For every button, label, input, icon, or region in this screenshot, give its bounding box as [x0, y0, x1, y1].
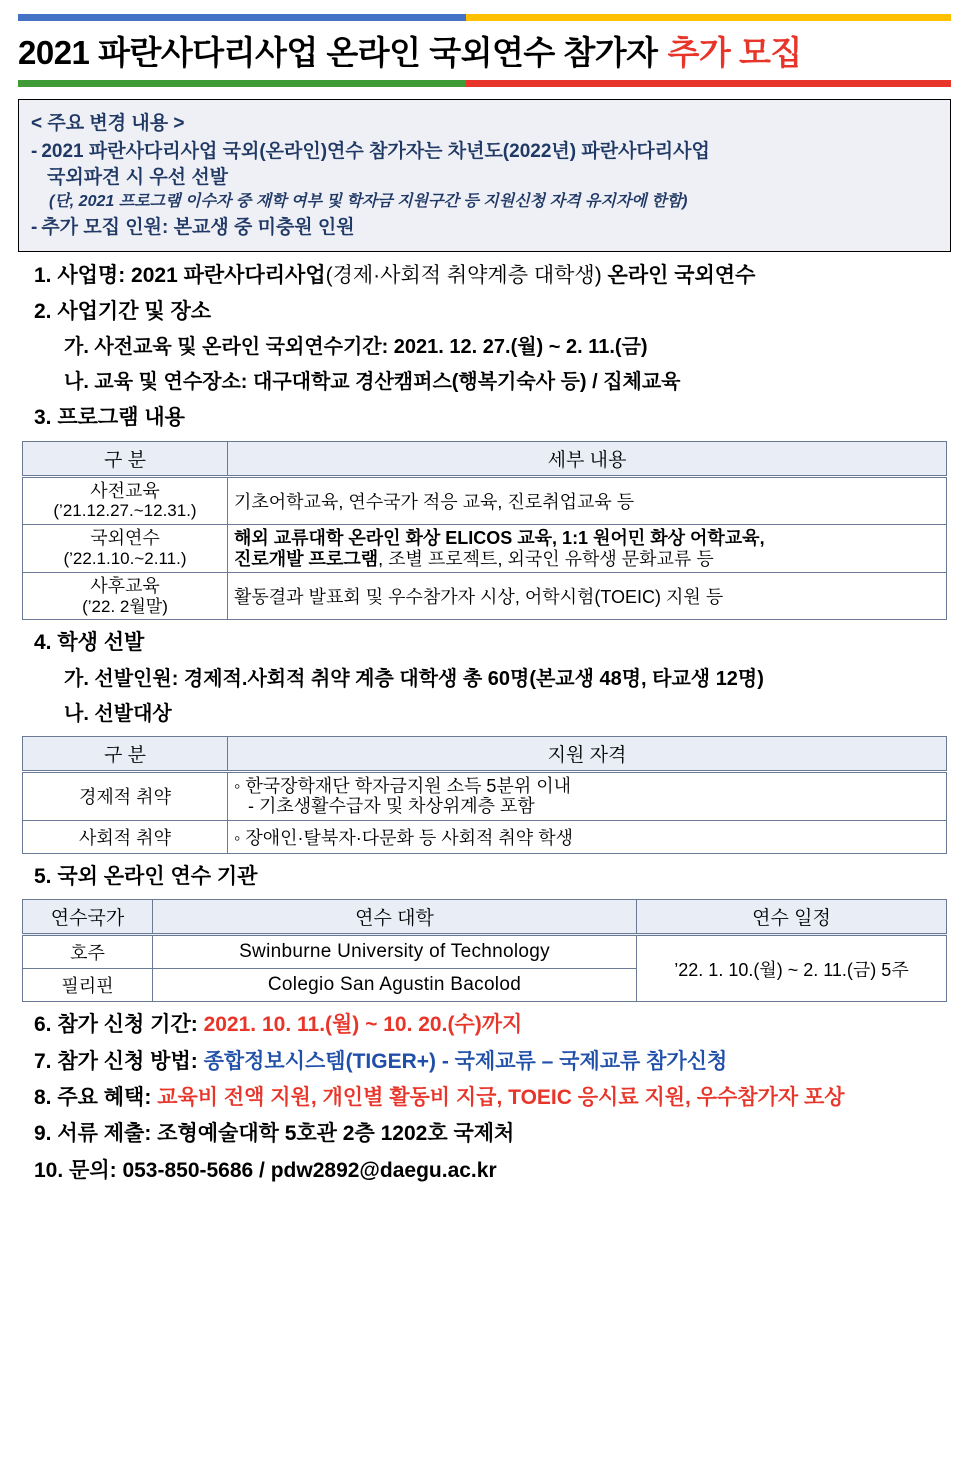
program-row-2-detail-rest: , 조별 프로젝트, 외국인 유학생 문화교류 등: [378, 548, 714, 569]
selection-row-1-qualification: [228, 771, 947, 820]
selection-row-1-division: 경제적 취약: [23, 771, 228, 820]
section-2: 2. 사업기간 및 장소: [34, 300, 212, 324]
section-7-value: 종합정보시스템(TIGER+) - 국제교류 – 국제교류 참가신청: [203, 1049, 728, 1073]
notice-line-2: [31, 215, 938, 241]
program-row-3-division: [23, 573, 228, 620]
bottom-color-bars: [18, 80, 951, 87]
section-6-label: 6. 참가 신청 기간:: [34, 1013, 198, 1037]
program-row-2-detail-bold2: 진로개발 프로그램: [234, 548, 379, 569]
selection-row-1-line2: - 기초생활수급자 및 차상위계층 포함: [248, 796, 535, 817]
notice-line-1: [31, 139, 938, 165]
program-row-1-period: (’21.12.27.~12.31.): [53, 501, 197, 521]
section-10-value: 053-850-5686 / pdw2892@daegu.ac.kr: [122, 1158, 497, 1182]
table-row: [23, 935, 947, 969]
section-3: 3. 프로그램 내용: [34, 406, 185, 430]
table-row: [23, 821, 947, 854]
notice-dash-1: -: [31, 141, 38, 162]
institution-table-header-row: [23, 900, 947, 935]
notice-line-2-text: 추가 모집 인원: 본교생 중 미충원 인원: [41, 217, 355, 239]
program-header-division: 구 분: [23, 441, 228, 476]
institution-header-university: 연수 대학: [153, 900, 637, 935]
page-title-main: 2021 파란사다리사업 온라인 국외연수 참가자: [18, 34, 658, 71]
footer-sections: [22, 1011, 947, 1183]
section-6: [34, 1011, 947, 1038]
section-7-label: 7. 참가 신청 방법:: [34, 1049, 198, 1073]
section-9-label: 9. 서류 제출:: [34, 1122, 152, 1146]
institution-schedule: ’22. 1. 10.(월) ~ 2. 11.(금) 5주: [637, 935, 947, 1002]
section-9-value: 조형예술대학 5호관 2층 1202호 국제처: [157, 1122, 515, 1146]
poster-page: [0, 14, 969, 1463]
institution-row-1-country: 호주: [23, 935, 153, 969]
program-row-1-division: [23, 476, 228, 524]
notice-box: [18, 99, 951, 252]
program-row-2-period: (’22.1.10.~2.11.): [63, 549, 187, 569]
section-9: [34, 1120, 947, 1147]
section-6-value: 2021. 10. 11.(월) ~ 10. 20.(수)까지: [203, 1013, 523, 1037]
section-1-bold-1: 2021 파란사다리사업: [131, 263, 326, 287]
page-title: [18, 27, 951, 74]
section-8-value: 교육비 전액 지원, 개인별 활동비 지급, TOEIC 응시료 지원, 우수참가자 포상: [157, 1086, 845, 1110]
section-1-bold-2: 온라인 국외연수: [607, 263, 756, 287]
notice-line-1-text: 2021 파란사다리사업 국외(온라인)연수 참가자는 차년도(2022년) 파란사다리사업: [41, 141, 710, 162]
section-10: [34, 1157, 947, 1184]
program-row-2-division-name: 국외연수: [90, 528, 160, 549]
institution-row-2-university: Colegio San Agustin Bacolod: [153, 969, 637, 1002]
bottom-bar-red: [466, 80, 951, 87]
program-row-3-detail: 활동결과 발표회 및 우수참가자 시상, 어학시험(TOEIC) 지원 등: [228, 573, 947, 620]
top-bar-yellow: [466, 14, 951, 21]
section-7: [34, 1048, 947, 1075]
program-row-1-division-name: 사전교육: [90, 480, 160, 501]
section-8: [34, 1084, 947, 1111]
program-row-1-detail: 기초어학교육, 연수국가 적응 교육, 진로취업교육 등: [228, 476, 947, 524]
notice-subnote: (단, 2021 프로그램 이수자 중 재학 여부 및 학자금 지원구간 등 지원신청 자격 유지자에 한함): [49, 193, 688, 211]
table-row: [23, 524, 947, 572]
institution-header-country: 연수국가: [23, 900, 153, 935]
selection-row-2-qualification: ◦ 장애인·탈북자·다문화 등 사회적 취약 학생: [228, 821, 947, 854]
selection-row-1-line1: ◦ 한국장학재단 학자금지원 소득 5분위 이내: [234, 775, 571, 796]
notice-line-1-cont: 국외파견 시 우선 선발: [47, 166, 229, 188]
section-2-a: 가. 사전교육 및 온라인 국외연수기간: 2021. 12. 27.(월) ~ 2. 11.(금): [64, 336, 648, 359]
notice-dash-2: -: [31, 217, 38, 239]
notice-title: < 주요 변경 내용 >: [31, 113, 185, 134]
institution-header-schedule: 연수 일정: [637, 900, 947, 935]
program-header-detail: 세부 내용: [228, 441, 947, 476]
selection-header-qualification: 지원 자격: [228, 736, 947, 771]
section-10-label: 10. 문의:: [34, 1158, 117, 1182]
section-2-b: 나. 교육 및 연수장소: 대구대학교 경산캠퍼스(행복기숙사 등) / 집체교육: [64, 371, 681, 394]
section-4-a: 가. 선발인원: 경제적.사회적 취약 계층 대학생 총 60명(본교생 48명, 타교생 12명): [64, 667, 764, 690]
section-4-b: 나. 선발대상: [64, 702, 172, 725]
section-8-label: 8. 주요 혜택:: [34, 1086, 152, 1110]
program-row-3-period: (’22. 2월말): [82, 596, 168, 616]
selection-table-header-row: [23, 736, 947, 771]
table-row: [23, 476, 947, 524]
program-row-2-detail: [228, 524, 947, 572]
selection-row-2-division: 사회적 취약: [23, 821, 228, 854]
institution-row-1-university: Swinburne University of Technology: [153, 935, 637, 969]
program-row-2-detail-line2: [234, 549, 940, 570]
section-1: [34, 262, 947, 289]
program-row-3-division-name: 사후교육: [90, 576, 160, 597]
top-bar-blue: [18, 14, 466, 21]
selection-header-division: 구 분: [23, 736, 228, 771]
top-color-bars: [18, 14, 951, 21]
bottom-bar-green: [18, 80, 466, 87]
section-4: 4. 학생 선발: [34, 631, 145, 655]
page-title-accent: 추가 모집: [667, 34, 802, 71]
institution-table: [22, 899, 947, 1002]
program-row-2-detail-line1: 해외 교류대학 온라인 화상 ELICOS 교육, 1:1 원어민 화상 어학교육,: [234, 527, 765, 548]
program-table-header-row: [23, 441, 947, 476]
program-row-2-division: [23, 524, 228, 572]
table-row: [23, 573, 947, 620]
section-5: 5. 국외 온라인 연수 기관: [34, 865, 258, 889]
table-row: [23, 771, 947, 820]
selection-table: [22, 736, 947, 854]
section-1-label: 1. 사업명:: [34, 263, 126, 287]
institution-row-2-country: 필리핀: [23, 969, 153, 1002]
program-table: [22, 441, 947, 621]
section-1-normal: (경제·사회적 취약계층 대학생): [325, 263, 602, 287]
poster-body: [22, 262, 947, 1184]
